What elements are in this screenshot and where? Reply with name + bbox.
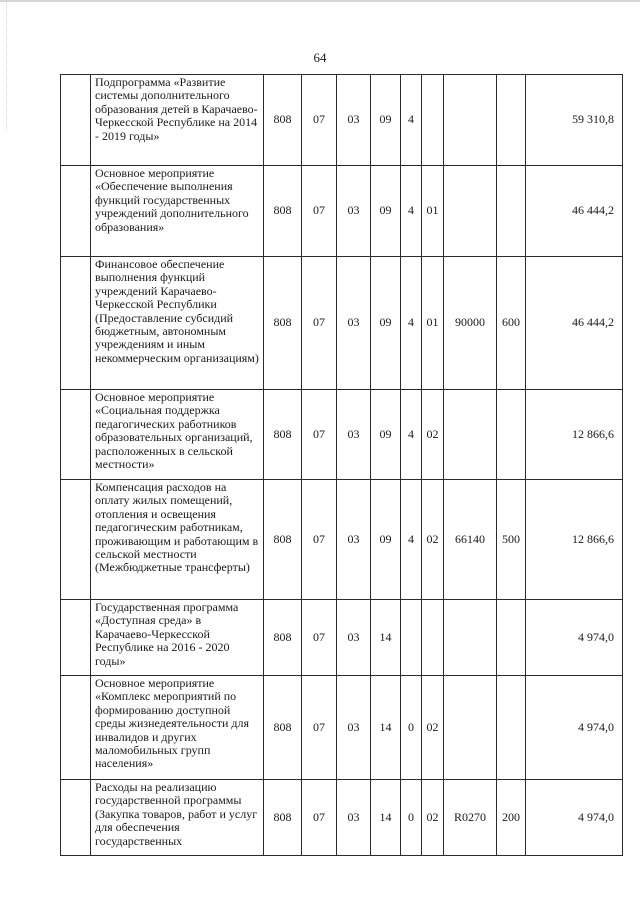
blank-cell (61, 676, 91, 780)
table-row (61, 480, 623, 600)
amount: 46 444,2 (526, 166, 623, 257)
section-code: 07 (302, 166, 337, 257)
activity-code (422, 75, 444, 166)
ministry-code: 808 (264, 600, 302, 676)
program-code: 14 (371, 600, 401, 676)
activity-code: 02 (422, 390, 444, 480)
ministry-code: 808 (264, 480, 302, 600)
subsection-code: 03 (337, 390, 371, 480)
ministry-code: 808 (264, 257, 302, 390)
blank-cell (61, 166, 91, 257)
blank-cell (61, 480, 91, 600)
table-row (61, 780, 623, 856)
subsection-code: 03 (337, 600, 371, 676)
section-code: 07 (302, 480, 337, 600)
subsection-code: 03 (337, 75, 371, 166)
program-code: 09 (371, 390, 401, 480)
table-row (61, 75, 623, 166)
table-row (61, 600, 623, 676)
amount: 12 866,6 (526, 480, 623, 600)
table-row (61, 390, 623, 480)
section-code: 07 (302, 390, 337, 480)
blank-cell (61, 600, 91, 676)
blank-cell (61, 390, 91, 480)
program-code: 09 (371, 75, 401, 166)
direction-code: 66140 (444, 480, 497, 600)
ministry-code: 808 (264, 676, 302, 780)
page-number: 64 (313, 50, 327, 65)
row-name: Расходы на реализацию государственной программы (Закупка товаров, работ и услуг для обеспечения государственных (91, 780, 264, 856)
subsection-code: 03 (337, 480, 371, 600)
direction-code: 90000 (444, 257, 497, 390)
expense-type-code: 500 (497, 480, 526, 600)
amount: 4 974,0 (526, 780, 623, 856)
ministry-code: 808 (264, 390, 302, 480)
program-code: 09 (371, 480, 401, 600)
activity-code: 01 (422, 166, 444, 257)
expense-type-code: 200 (497, 780, 526, 856)
expense-type-code: 600 (497, 257, 526, 390)
activity-code: 02 (422, 676, 444, 780)
section-code: 07 (302, 600, 337, 676)
ministry-code: 808 (264, 166, 302, 257)
section-code: 07 (302, 780, 337, 856)
subprogram-code: 4 (401, 480, 422, 600)
row-name: Основное мероприятие «Социальная поддержка педагогических работников образовательных организаций, расположенных в сельской местности» (91, 390, 264, 480)
program-code: 09 (371, 166, 401, 257)
program-code: 14 (371, 780, 401, 856)
row-name: Основное мероприятие «Обеспечение выполнения функций государственных учреждений дополнительного образования» (91, 166, 264, 257)
expense-type-code (497, 390, 526, 480)
scan-top-edge (0, 0, 640, 2)
direction-code: R0270 (444, 780, 497, 856)
amount: 12 866,6 (526, 390, 623, 480)
table-row (61, 676, 623, 780)
budget-table (60, 74, 623, 856)
expense-type-code (497, 75, 526, 166)
expense-type-code (497, 166, 526, 257)
blank-cell (61, 257, 91, 390)
amount: 4 974,0 (526, 600, 623, 676)
subsection-code: 03 (337, 166, 371, 257)
expense-type-code (497, 600, 526, 676)
amount: 4 974,0 (526, 676, 623, 780)
row-name: Компенсация расходов на оплату жилых помещений, отопления и освещения педагогическим работникам, проживающим и работающим в сельской местности (Межбюджетные трансферты) (91, 480, 264, 600)
direction-code (444, 600, 497, 676)
direction-code (444, 676, 497, 780)
row-name: Подпрограмма «Развитие системы дополнительного образования детей в Карачаево-Черкесской Республике на 2014 - 2019 годы» (91, 75, 264, 166)
activity-code (422, 600, 444, 676)
direction-code (444, 166, 497, 257)
ministry-code: 808 (264, 75, 302, 166)
subprogram-code: 0 (401, 676, 422, 780)
program-code: 14 (371, 676, 401, 780)
subsection-code: 03 (337, 257, 371, 390)
subprogram-code: 4 (401, 75, 422, 166)
section-code: 07 (302, 676, 337, 780)
subprogram-code: 4 (401, 166, 422, 257)
activity-code: 02 (422, 480, 444, 600)
expense-type-code (497, 676, 526, 780)
subprogram-code: 4 (401, 390, 422, 480)
blank-cell (61, 75, 91, 166)
section-code: 07 (302, 257, 337, 390)
subprogram-code: 4 (401, 257, 422, 390)
blank-cell (61, 780, 91, 856)
row-name: Финансовое обеспечение выполнения функций учреждений Карачаево-Черкесской Республики (Предоставление субсидий бюджетным, автономным учреждениям и иным некоммерческим организациям) (91, 257, 264, 390)
row-name: Основное мероприятие «Комплекс мероприятий по формированию доступной среды жизнедеятельности для инвалидов и других маломобильных групп населения» (91, 676, 264, 780)
amount: 46 444,2 (526, 257, 623, 390)
direction-code (444, 75, 497, 166)
direction-code (444, 390, 497, 480)
activity-code: 01 (422, 257, 444, 390)
ministry-code: 808 (264, 780, 302, 856)
program-code: 09 (371, 257, 401, 390)
table-row (61, 257, 623, 390)
table-row (61, 166, 623, 257)
row-name: Государственная программа «Доступная среда» в Карачаево-Черкесской Республике на 2016 - 2020 годы» (91, 600, 264, 676)
activity-code: 02 (422, 780, 444, 856)
subsection-code: 03 (337, 780, 371, 856)
section-code: 07 (302, 75, 337, 166)
amount: 59 310,8 (526, 75, 623, 166)
subprogram-code (401, 600, 422, 676)
subprogram-code: 0 (401, 780, 422, 856)
subsection-code: 03 (337, 676, 371, 780)
